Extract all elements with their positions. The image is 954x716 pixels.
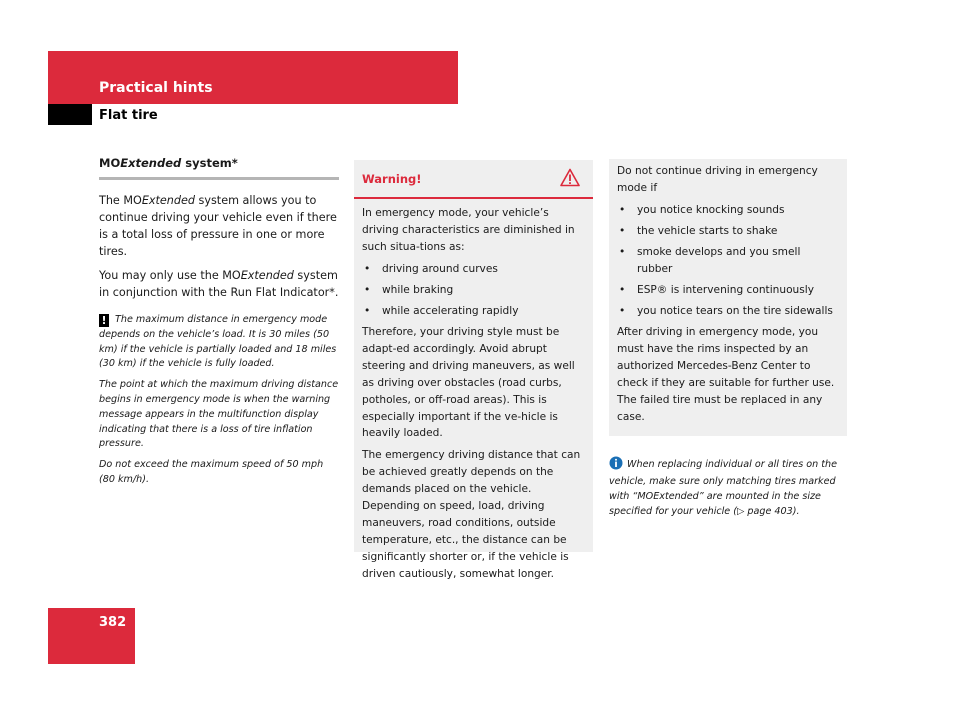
exclamation-icon: ! (99, 314, 109, 327)
list-item: • while braking (362, 282, 585, 299)
warning-paragraph-distance: The emergency driving distance that can be achieved greatly depends on the demands placed on the vehicle. Depending on speed, load, driving maneuvers, road conditions, outside temperature, etc., the distance can be significantly shorter or, if the vehicle is driven cautiously, somewhat longer. (362, 449, 581, 580)
warning-header (354, 160, 593, 199)
list-item: • driving around curves (362, 261, 585, 278)
warning-box (354, 160, 593, 580)
list-item: • ESP® is intervening continuously (617, 282, 839, 299)
section-subtitle: Flat tire (99, 108, 158, 123)
warning-body (354, 199, 593, 583)
header-red-bar (48, 51, 458, 104)
warning-paragraph-style: Therefore, your driving style must be adapt-ed accordingly. Avoid abrupt steering and driving maneuvers, as well as driving over obstacles (road curbs, potholes, or off-road areas). This is especially important if the ve-hicle is heavily loaded. (362, 326, 575, 440)
warning-bullet-list (362, 261, 585, 320)
run-flat-paragraph: You may only use the MOExtended system in conjunction with the Run Flat Indicator*. (99, 269, 339, 299)
intro-paragraph: The MOExtended system allows you to continue driving your vehicle even if there is a total loss of pressure in one or more tires. (99, 194, 337, 258)
caution-note (99, 313, 339, 488)
stop-driving-list (617, 202, 839, 320)
list-item: • you notice tears on the tire sidewalls (617, 303, 839, 320)
stop-driving-intro: Do not continue driving in emergency mode if (617, 165, 818, 194)
warning-label: Warning! (362, 172, 422, 186)
header-black-tab (48, 104, 92, 125)
column-right (609, 159, 847, 520)
note-start-point: The point at which the maximum driving distance begins in emergency mode is when the warning message appears in the multifunction display indicating that there is a loss of tire inflation pressure. (99, 379, 339, 450)
list-item: • you notice knocking sounds (617, 202, 839, 219)
page-number: 382 (99, 615, 127, 630)
column-left (99, 155, 339, 494)
note-distance: ! The maximum distance in emergency mode depends on the vehicle’s load. It is 30 miles (50 km) if the vehicle is partially loaded and 18 miles (30 km) if the vehicle is fully loaded. (99, 314, 337, 370)
note-speed: Do not exceed the maximum speed of 50 mph (80 km/h). (99, 459, 324, 485)
info-note: When replacing individual or all tires on the vehicle, make sure only matching tires marked with “MOExtended” are mounted in the size specified for your vehicle (▷ page 403). (609, 456, 847, 520)
list-item: • smoke develops and you smell rubber (617, 244, 839, 278)
warning-triangle-icon (560, 168, 580, 192)
list-item: • the vehicle starts to shake (617, 223, 839, 240)
stop-driving-box (609, 159, 847, 436)
info-icon (609, 456, 623, 476)
inspection-paragraph: After driving in emergency mode, you must have the rims inspected by an authorized Mercedes-Benz Center to check if they are suitable for further use. The failed tire must be replaced in any case. (617, 326, 835, 423)
list-item: • while accelerating rapidly (362, 303, 585, 320)
moextended-heading: MOExtended system* (99, 155, 339, 180)
warning-intro: In emergency mode, your vehicle’s driving characteristics are diminished in such situa-tions as: (362, 207, 575, 253)
section-title: Practical hints (99, 80, 213, 96)
